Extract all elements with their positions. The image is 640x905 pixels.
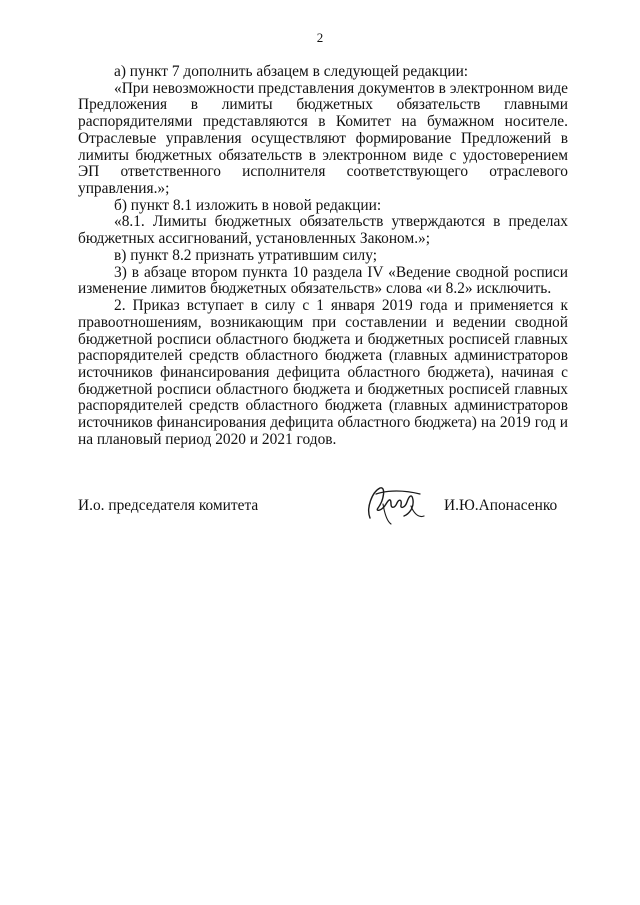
text-line: бюджетной росписи областного бюджета и бюджетных росписей главных [78, 381, 568, 398]
handwritten-signature [364, 478, 426, 526]
signatory-name: И.Ю.Апонасенко [444, 497, 558, 514]
text-line: распорядителями представляются в Комитет на бумажном носителе. [78, 114, 568, 131]
signatory-title: И.о. председателя комитета [78, 497, 259, 514]
document-body [78, 64, 568, 449]
text-line: а) пункт 7 дополнить абзацем в следующей редакции: [114, 63, 469, 80]
text-line: 3) в абзаце втором пункта 10 раздела IV «Ведение сводной росписи [114, 264, 568, 281]
text-line: изменение лимитов бюджетных обязательств» слова «и 8.2» исключить. [78, 280, 552, 298]
text-line: распорядителей средств областного бюджета (главных администраторов [78, 398, 568, 415]
page-number: 2 [316, 30, 324, 45]
text-line: «8.1. Лимиты бюджетных обязательств утверждаются в пределах [114, 214, 568, 231]
text-line: бюджетных ассигнований, установленных Законом.»; [78, 230, 431, 248]
text-line: правоотношениям, возникающим при составлении и ведении сводной [78, 314, 568, 331]
text-line: источников финансирования дефицита областного бюджета) на 2019 год и [78, 415, 568, 432]
text-line: Отраслевые управления осуществляют формирование Предложений в [78, 130, 568, 147]
text-line: 2. Приказ вступает в силу с 1 января 2019 года и применяется к [114, 298, 568, 315]
text-line: на плановый период 2020 и 2021 годов. [78, 430, 337, 448]
text-line: распорядителей средств областного бюджета (главных администраторов [78, 348, 568, 365]
text-line: в) пункт 8.2 признать утратившим силу; [114, 246, 378, 264]
text-line: Предложения в лимиты бюджетных обязательств главными [78, 97, 568, 114]
text-line: источников финансирования дефицита областного бюджета), начиная с [78, 364, 568, 381]
text-line: «При невозможности представления документов в электронном виде [114, 80, 568, 97]
text-line: управления.»; [78, 180, 170, 198]
text-line: ЭП ответственного исполнителя соответствующего отраслевого [78, 164, 568, 181]
text-line: лимиты бюджетных обязательств в электронном виде с удостоверением [78, 147, 568, 164]
text-line: б) пункт 8.1 изложить в новой редакции: [114, 196, 382, 214]
text-line: бюджетной росписи областного бюджета и бюджетных росписей главных [78, 331, 568, 348]
